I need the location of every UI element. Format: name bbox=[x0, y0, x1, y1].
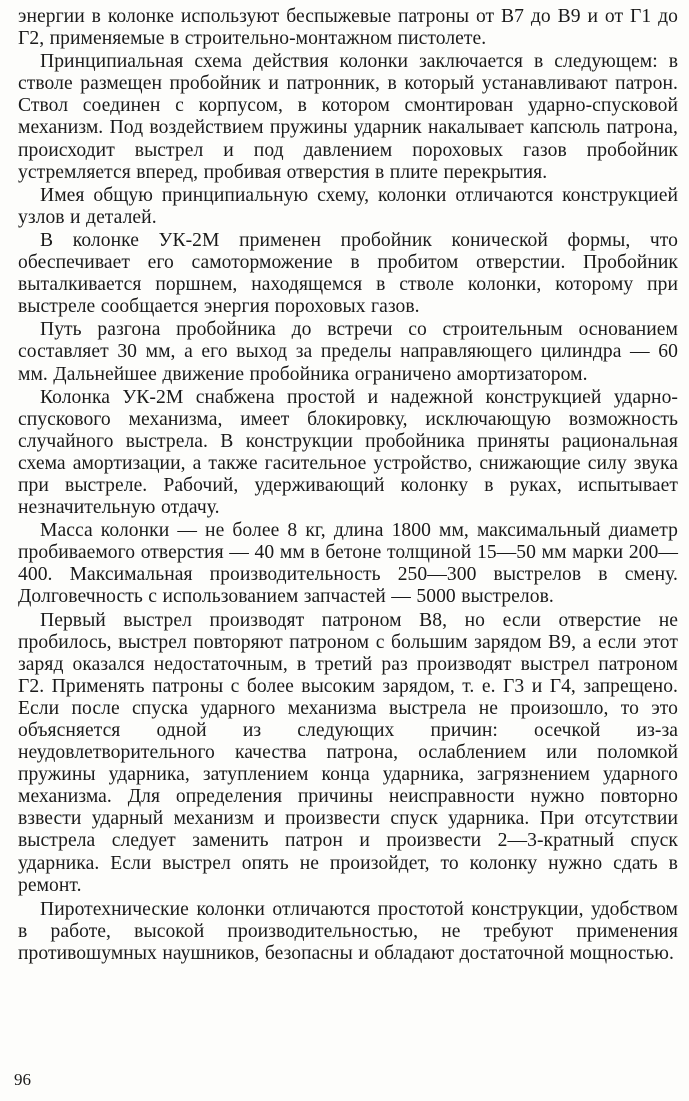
paragraph-design-differences: Имея общую принципиальную схему, колонки отличаются конструкцией узлов и деталей. bbox=[18, 184, 678, 228]
body-text bbox=[18, 6, 678, 966]
paragraph-trigger-mechanism: Колонка УК-2М снабжена простой и надежной конструкцией ударно-спускового механизма, имеет блокировку, исключающую возможность случайного выстрела. В конструкции пробойника приняты рациональная схема амортизации, а также гасительное устройство, снижающие силу звука при выстреле. Рабочий, удерживающий колонку в руках, испытывает незначительную отдачу. bbox=[18, 386, 678, 519]
paragraph-specifications: Масса колонки — не более 8 кг, длина 1800 мм, максимальный диаметр пробиваемого отверстия — 40 мм в бетоне толщиной 15—50 мм марки 200—400. Максимальная производительность 250—300 выстрелов в смену. Долговечность с использованием запчастей — 5000 выстрелов. bbox=[18, 520, 678, 608]
paragraph-operating-principle: Принципиальная схема действия колонки заключается в следующем: в стволе размещен пробойник и патронник, в который устанавливают патрон. Ствол соединен с корпусом, в котором смонтирован ударно-спусковой механизм. Под воздействием пружины ударник накалывает капсюль патрона, происходит выстрел и под давлением пороховых газов пробойник устремляется вперед, пробивая отверстия в плите перекрытия. bbox=[18, 51, 678, 183]
paragraph-firing-procedure: Первый выстрел производят патроном В8, но если отверстие не пробилось, выстрел повторяют патроном с большим зарядом В9, а если этот заряд оказался недостаточным, в третий раз производят выстрел патроном Г2. Применять патроны с более высоким зарядом, т. е. Г3 и Г4, запрещено. Если после спуска ударного механизма выстрела не произошло, то это объясняется одной из следующих причин: осечкой из-за неудовлетворительного качества патрона, ослаблением или поломкой пружины ударника, затуплением конца ударника, загрязнением ударного механизма. Для определения причины неисправности нужно повторно взвести ударный механизм и произвести спуск ударника. При отсутствии выстрела следует заменить патрон и произвести 2—3-кратный спуск ударника. Если выстрел опять не произойдет, то колонку нужно сдать в ремонт. bbox=[18, 609, 678, 896]
paragraph-advantages: Пиротехнические колонки отличаются простотой конструкции, удобством в работе, высокой производительностью, не требуют применения противошумных наушников, безопасны и обладают достаточной мощностью. bbox=[18, 898, 678, 964]
paragraph-continued-cartridges: энергии в колонке используют беспыжевые патроны от В7 до В9 и от Г1 до Г2, применяемые в строительно-монтажном пистолете. bbox=[18, 6, 678, 50]
paragraph-conical-punch: В колонке УК-2М применен пробойник конической формы, что обеспечивает его самоторможение в пробитом отверстии. Пробойник выталкивается поршнем, находящемся в стволе колонки, которому при выстреле сообщается энергия пороховых газов. bbox=[18, 229, 678, 318]
paragraph-acceleration-path: Путь разгона пробойника до встречи со строительным основанием составляет 30 мм, а его выход за пределы направляющего цилиндра — 60 мм. Дальнейшее движение пробойника ограничено амортизатором. bbox=[18, 319, 678, 385]
page-number: 96 bbox=[14, 1070, 31, 1089]
